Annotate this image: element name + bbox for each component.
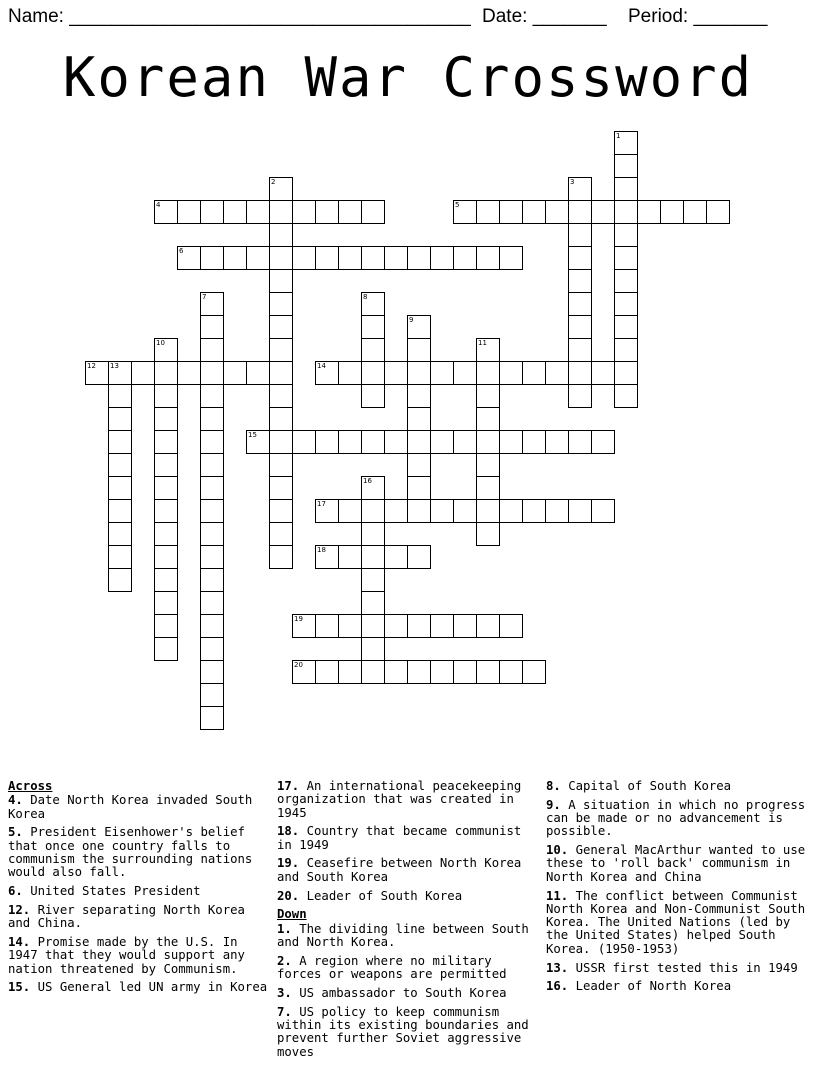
grid-cell[interactable] [361, 660, 385, 684]
grid-cell[interactable] [407, 407, 431, 431]
grid-cell[interactable] [476, 614, 500, 638]
grid-cell[interactable] [361, 637, 385, 661]
grid-cell[interactable] [453, 660, 477, 684]
grid-cell[interactable] [154, 614, 178, 638]
clue-number-16: 16 [363, 477, 372, 485]
grid-cell[interactable] [338, 200, 362, 224]
clue-number: 12. [8, 902, 31, 917]
grid-cell[interactable] [108, 476, 132, 500]
grid-cell[interactable] [269, 499, 293, 523]
grid-cell[interactable] [108, 522, 132, 546]
clue-number-7: 7 [202, 293, 207, 301]
clue-19 [277, 857, 539, 884]
grid-cell[interactable] [499, 499, 523, 523]
grid-cell[interactable] [591, 361, 615, 385]
grid-cell[interactable] [568, 361, 592, 385]
grid-cell[interactable] [614, 338, 638, 362]
clue-number-9: 9 [409, 316, 414, 324]
grid-cell[interactable] [384, 361, 408, 385]
grid-cell[interactable] [660, 200, 684, 224]
clue-number-1: 1 [616, 132, 621, 140]
date-blank[interactable]: _______ [532, 6, 607, 27]
clue-text: Leader of North Korea [568, 979, 732, 994]
grid-cell[interactable] [246, 361, 270, 385]
grid-cell[interactable] [361, 499, 385, 523]
grid-cell[interactable] [154, 407, 178, 431]
clue-number: 13. [546, 960, 569, 975]
grid-cell[interactable] [384, 614, 408, 638]
name-label: Name: [8, 6, 64, 27]
grid-cell[interactable] [614, 315, 638, 339]
grid-cell[interactable] [108, 430, 132, 454]
clue-number-15: 15 [248, 431, 257, 439]
grid-cell[interactable] [246, 200, 270, 224]
grid-cell[interactable] [292, 246, 316, 270]
grid-cell[interactable] [154, 430, 178, 454]
grid-cell[interactable] [430, 246, 454, 270]
grid-cell[interactable] [200, 637, 224, 661]
grid-cell[interactable] [568, 384, 592, 408]
grid-cell[interactable] [361, 361, 385, 385]
grid-cell[interactable] [407, 361, 431, 385]
clue-text: Ceasefire between North Korea and South Korea [277, 856, 522, 884]
clue-text: Date North Korea invaded South Korea [8, 793, 253, 821]
grid-cell[interactable] [338, 660, 362, 684]
grid-cell[interactable] [108, 384, 132, 408]
grid-cell[interactable] [154, 453, 178, 477]
grid-cell[interactable] [568, 430, 592, 454]
grid-cell[interactable] [499, 430, 523, 454]
clue-9 [546, 799, 808, 839]
grid-cell[interactable] [200, 706, 224, 730]
grid-cell[interactable] [361, 246, 385, 270]
grid-cell[interactable] [568, 315, 592, 339]
grid-cell[interactable] [453, 246, 477, 270]
clue-number-2: 2 [271, 178, 276, 186]
grid-cell[interactable] [568, 269, 592, 293]
grid-cell[interactable] [545, 200, 569, 224]
grid-cell[interactable] [269, 476, 293, 500]
grid-cell[interactable] [499, 361, 523, 385]
grid-cell[interactable] [476, 246, 500, 270]
grid-cell[interactable] [315, 614, 339, 638]
grid-cell[interactable] [568, 338, 592, 362]
grid-cell[interactable] [407, 338, 431, 362]
grid-cell[interactable] [568, 499, 592, 523]
grid-cell[interactable] [338, 614, 362, 638]
grid-cell[interactable] [430, 499, 454, 523]
grid-cell[interactable] [315, 200, 339, 224]
clue-text: Capital of South Korea [560, 779, 732, 793]
grid-cell[interactable] [269, 269, 293, 293]
grid-cell[interactable] [637, 200, 661, 224]
clue-text: A situation in which no progress can be made or no advancement is possible. [546, 797, 806, 839]
grid-cell[interactable] [453, 499, 477, 523]
clue-text: A region where no military forces or weapons are permitted [277, 953, 507, 982]
clue-text: Leader of South Korea [299, 888, 463, 903]
clue-number-20: 20 [294, 661, 303, 669]
grid-cell[interactable] [384, 545, 408, 569]
grid-cell[interactable] [154, 384, 178, 408]
grid-cell[interactable] [154, 568, 178, 592]
grid-cell[interactable] [614, 223, 638, 247]
grid-cell[interactable] [614, 292, 638, 316]
grid-cell[interactable] [338, 430, 362, 454]
clue-number-14: 14 [317, 362, 326, 370]
grid-cell[interactable] [499, 246, 523, 270]
clue-number: 11. [546, 888, 569, 903]
grid-cell[interactable] [453, 361, 477, 385]
grid-cell[interactable] [177, 200, 201, 224]
clue-number-13: 13 [110, 362, 119, 370]
grid-cell[interactable] [568, 200, 592, 224]
clue-number: 16. [546, 979, 569, 994]
grid-cell[interactable] [591, 499, 615, 523]
grid-cell[interactable] [476, 522, 500, 546]
clue-5 [8, 826, 270, 879]
clue-text: An international peacekeeping organization that was created in 1945 [277, 779, 522, 820]
clue-14 [8, 936, 270, 976]
clue-number: 1. [277, 921, 292, 936]
grid-cell[interactable] [338, 246, 362, 270]
clue-column-1 [8, 780, 270, 1000]
clue-6 [8, 885, 270, 898]
grid-cell[interactable] [499, 614, 523, 638]
clue-column-3 [546, 780, 808, 999]
grid-cell[interactable] [568, 246, 592, 270]
across-heading: Across [8, 779, 53, 793]
grid-cell[interactable] [200, 246, 224, 270]
grid-cell[interactable] [269, 407, 293, 431]
grid-cell[interactable] [384, 246, 408, 270]
clue-text: US General led UN army in Korea [30, 980, 268, 995]
grid-cell[interactable] [407, 499, 431, 523]
grid-cell[interactable] [269, 338, 293, 362]
grid-cell[interactable] [200, 200, 224, 224]
clue-11 [546, 890, 808, 956]
clue-text: Country that became communist in 1949 [277, 824, 522, 852]
clue-text: US policy to keep communism within its existing boundaries and prevent further Soviet aggressive moves [277, 1004, 529, 1059]
grid-cell[interactable] [269, 246, 293, 270]
clue-text: The dividing line between South and North Korea. [277, 921, 529, 949]
grid-cell[interactable] [154, 522, 178, 546]
grid-cell[interactable] [200, 453, 224, 477]
clue-number: 3. [277, 985, 292, 1000]
clue-number: 2. [277, 953, 292, 968]
grid-cell[interactable] [200, 338, 224, 362]
grid-cell[interactable] [269, 545, 293, 569]
grid-cell[interactable] [407, 453, 431, 477]
clue-text: Promise made by the U.S. In 1947 that they would support any nation threatened by Communism. [8, 934, 245, 976]
clue-number: 5. [8, 825, 23, 840]
clue-number-11: 11 [478, 339, 487, 347]
clue-number: 15. [8, 980, 31, 995]
page-title: Korean War Crossword [62, 46, 754, 109]
clue-column-2 [277, 780, 539, 1064]
clue-number-12: 12 [87, 362, 96, 370]
grid-cell[interactable] [591, 200, 615, 224]
grid-cell[interactable] [522, 499, 546, 523]
grid-cell[interactable] [568, 292, 592, 316]
clue-number: 4. [8, 793, 23, 808]
clue-3 [277, 987, 539, 1000]
grid-cell[interactable] [499, 660, 523, 684]
grid-cell[interactable] [407, 660, 431, 684]
clue-text: The conflict between Communist North Korea and Non-Communist South Korea. The United Nations (led by the United States) helped South Korea. (1950-1953) [546, 888, 806, 956]
grid-cell[interactable] [545, 430, 569, 454]
grid-cell[interactable] [614, 200, 638, 224]
clue-text: River separating North Korea and China. [8, 902, 245, 931]
grid-cell[interactable] [200, 660, 224, 684]
grid-cell[interactable] [476, 499, 500, 523]
grid-cell[interactable] [407, 246, 431, 270]
grid-cell[interactable] [223, 361, 247, 385]
grid-cell[interactable] [108, 453, 132, 477]
grid-cell[interactable] [223, 246, 247, 270]
grid-cell[interactable] [154, 499, 178, 523]
clue-number: 14. [8, 934, 31, 949]
clue-number-3: 3 [570, 178, 575, 186]
grid-cell[interactable] [430, 614, 454, 638]
grid-cell[interactable] [200, 545, 224, 569]
grid-cell[interactable] [200, 568, 224, 592]
grid-cell[interactable] [108, 407, 132, 431]
grid-cell[interactable] [315, 246, 339, 270]
clue-number: 6. [8, 884, 23, 899]
grid-cell[interactable] [407, 476, 431, 500]
clue-number: 20. [277, 888, 300, 903]
grid-cell[interactable] [200, 476, 224, 500]
grid-cell[interactable] [200, 361, 224, 385]
grid-cell[interactable] [545, 361, 569, 385]
clue-15 [8, 981, 270, 994]
grid-cell[interactable] [522, 430, 546, 454]
grid-cell[interactable] [591, 430, 615, 454]
clue-number-19: 19 [294, 615, 303, 623]
grid-cell[interactable] [269, 292, 293, 316]
grid-cell[interactable] [430, 361, 454, 385]
period-blank[interactable]: _______ [693, 6, 768, 27]
clue-number: 18. [277, 824, 300, 839]
grid-cell[interactable] [476, 660, 500, 684]
clue-text: United States President [22, 884, 201, 899]
clue-18 [277, 825, 539, 852]
grid-cell[interactable] [407, 384, 431, 408]
grid-cell[interactable] [384, 499, 408, 523]
grid-cell[interactable] [269, 522, 293, 546]
clue-10 [546, 844, 808, 884]
grid-cell[interactable] [338, 361, 362, 385]
grid-cell[interactable] [614, 384, 638, 408]
grid-cell[interactable] [614, 154, 638, 178]
clue-number-6: 6 [179, 247, 184, 255]
grid-cell[interactable] [407, 545, 431, 569]
grid-cell[interactable] [200, 683, 224, 707]
grid-cell[interactable] [200, 430, 224, 454]
grid-cell[interactable] [614, 361, 638, 385]
clue-13 [546, 962, 808, 975]
grid-cell[interactable] [200, 591, 224, 615]
grid-cell[interactable] [200, 384, 224, 408]
grid-cell[interactable] [154, 476, 178, 500]
grid-cell[interactable] [269, 430, 293, 454]
grid-cell[interactable] [361, 315, 385, 339]
grid-cell[interactable] [430, 660, 454, 684]
clue-7 [277, 1006, 539, 1059]
grid-cell[interactable] [269, 223, 293, 247]
grid-cell[interactable] [131, 361, 155, 385]
grid-cell[interactable] [476, 476, 500, 500]
grid-cell[interactable] [361, 591, 385, 615]
grid-cell[interactable] [315, 430, 339, 454]
clue-number-17: 17 [317, 500, 326, 508]
grid-cell[interactable] [292, 200, 316, 224]
grid-cell[interactable] [614, 269, 638, 293]
grid-cell[interactable] [108, 568, 132, 592]
grid-cell[interactable] [476, 430, 500, 454]
grid-cell[interactable] [706, 200, 730, 224]
grid-cell[interactable] [154, 591, 178, 615]
grid-cell[interactable] [407, 430, 431, 454]
clue-16 [546, 980, 808, 993]
clue-17 [277, 780, 539, 820]
clue-text: General MacArthur wanted to use these to 'roll back' communism in North Korea and China [546, 843, 806, 884]
grid-cell[interactable] [108, 545, 132, 569]
grid-cell[interactable] [338, 545, 362, 569]
clue-number: 7. [277, 1004, 292, 1019]
period-label: Period: [628, 6, 689, 27]
clue-number: 17. [277, 779, 300, 793]
grid-cell[interactable] [361, 200, 385, 224]
grid-cell[interactable] [545, 499, 569, 523]
clue-20 [277, 890, 539, 903]
grid-cell[interactable] [476, 384, 500, 408]
grid-cell[interactable] [361, 545, 385, 569]
grid-cell[interactable] [361, 522, 385, 546]
clue-12 [8, 904, 270, 931]
grid-cell[interactable] [200, 614, 224, 638]
down-heading: Down [277, 907, 307, 922]
grid-cell[interactable] [154, 545, 178, 569]
grid-cell[interactable] [292, 430, 316, 454]
grid-cell[interactable] [499, 200, 523, 224]
grid-cell[interactable] [476, 361, 500, 385]
clue-8 [546, 780, 808, 793]
clue-number: 8. [546, 779, 561, 793]
grid-cell[interactable] [614, 177, 638, 201]
clue-number: 10. [546, 843, 569, 858]
grid-cell[interactable] [361, 384, 385, 408]
grid-cell[interactable] [430, 430, 454, 454]
clue-number-5: 5 [455, 201, 460, 209]
grid-cell[interactable] [384, 430, 408, 454]
grid-cell[interactable] [246, 246, 270, 270]
grid-cell[interactable] [154, 361, 178, 385]
grid-cell[interactable] [269, 384, 293, 408]
grid-cell[interactable] [568, 223, 592, 247]
grid-cell[interactable] [614, 246, 638, 270]
grid-cell[interactable] [154, 637, 178, 661]
grid-cell[interactable] [361, 338, 385, 362]
grid-cell[interactable] [522, 361, 546, 385]
clue-number-10: 10 [156, 339, 165, 347]
clue-number-4: 4 [156, 201, 161, 209]
grid-cell[interactable] [407, 614, 431, 638]
grid-cell[interactable] [315, 660, 339, 684]
grid-cell[interactable] [384, 660, 408, 684]
grid-cell[interactable] [200, 522, 224, 546]
clue-4 [8, 794, 270, 821]
grid-cell[interactable] [453, 430, 477, 454]
grid-cell[interactable] [453, 614, 477, 638]
grid-cell[interactable] [108, 499, 132, 523]
grid-cell[interactable] [200, 407, 224, 431]
clue-text: US ambassador to South Korea [291, 985, 507, 1000]
grid-cell[interactable] [361, 614, 385, 638]
grid-cell[interactable] [683, 200, 707, 224]
grid-cell[interactable] [476, 453, 500, 477]
grid-cell[interactable] [476, 200, 500, 224]
grid-cell[interactable] [200, 499, 224, 523]
grid-cell[interactable] [223, 200, 247, 224]
clue-text: President Eisenhower's belief that once one country falls to communism the surrounding nations would also fall. [8, 825, 253, 880]
grid-cell[interactable] [269, 200, 293, 224]
clue-number: 19. [277, 856, 300, 871]
clue-text: USSR first tested this in 1949 [568, 960, 798, 975]
grid-cell[interactable] [269, 453, 293, 477]
grid-cell[interactable] [200, 315, 224, 339]
grid-cell[interactable] [269, 315, 293, 339]
grid-cell[interactable] [177, 361, 201, 385]
grid-cell[interactable] [361, 568, 385, 592]
clue-number: 9. [546, 797, 561, 812]
grid-cell[interactable] [476, 407, 500, 431]
name-blank[interactable]: ______________________________________ [69, 6, 471, 27]
grid-cell[interactable] [522, 660, 546, 684]
grid-cell[interactable] [361, 430, 385, 454]
clue-1 [277, 923, 539, 950]
date-label: Date: [482, 6, 528, 27]
clue-2 [277, 955, 539, 982]
grid-cell[interactable] [269, 361, 293, 385]
grid-cell[interactable] [338, 499, 362, 523]
grid-cell[interactable] [522, 200, 546, 224]
clue-number-18: 18 [317, 546, 326, 554]
clue-number-8: 8 [363, 293, 368, 301]
